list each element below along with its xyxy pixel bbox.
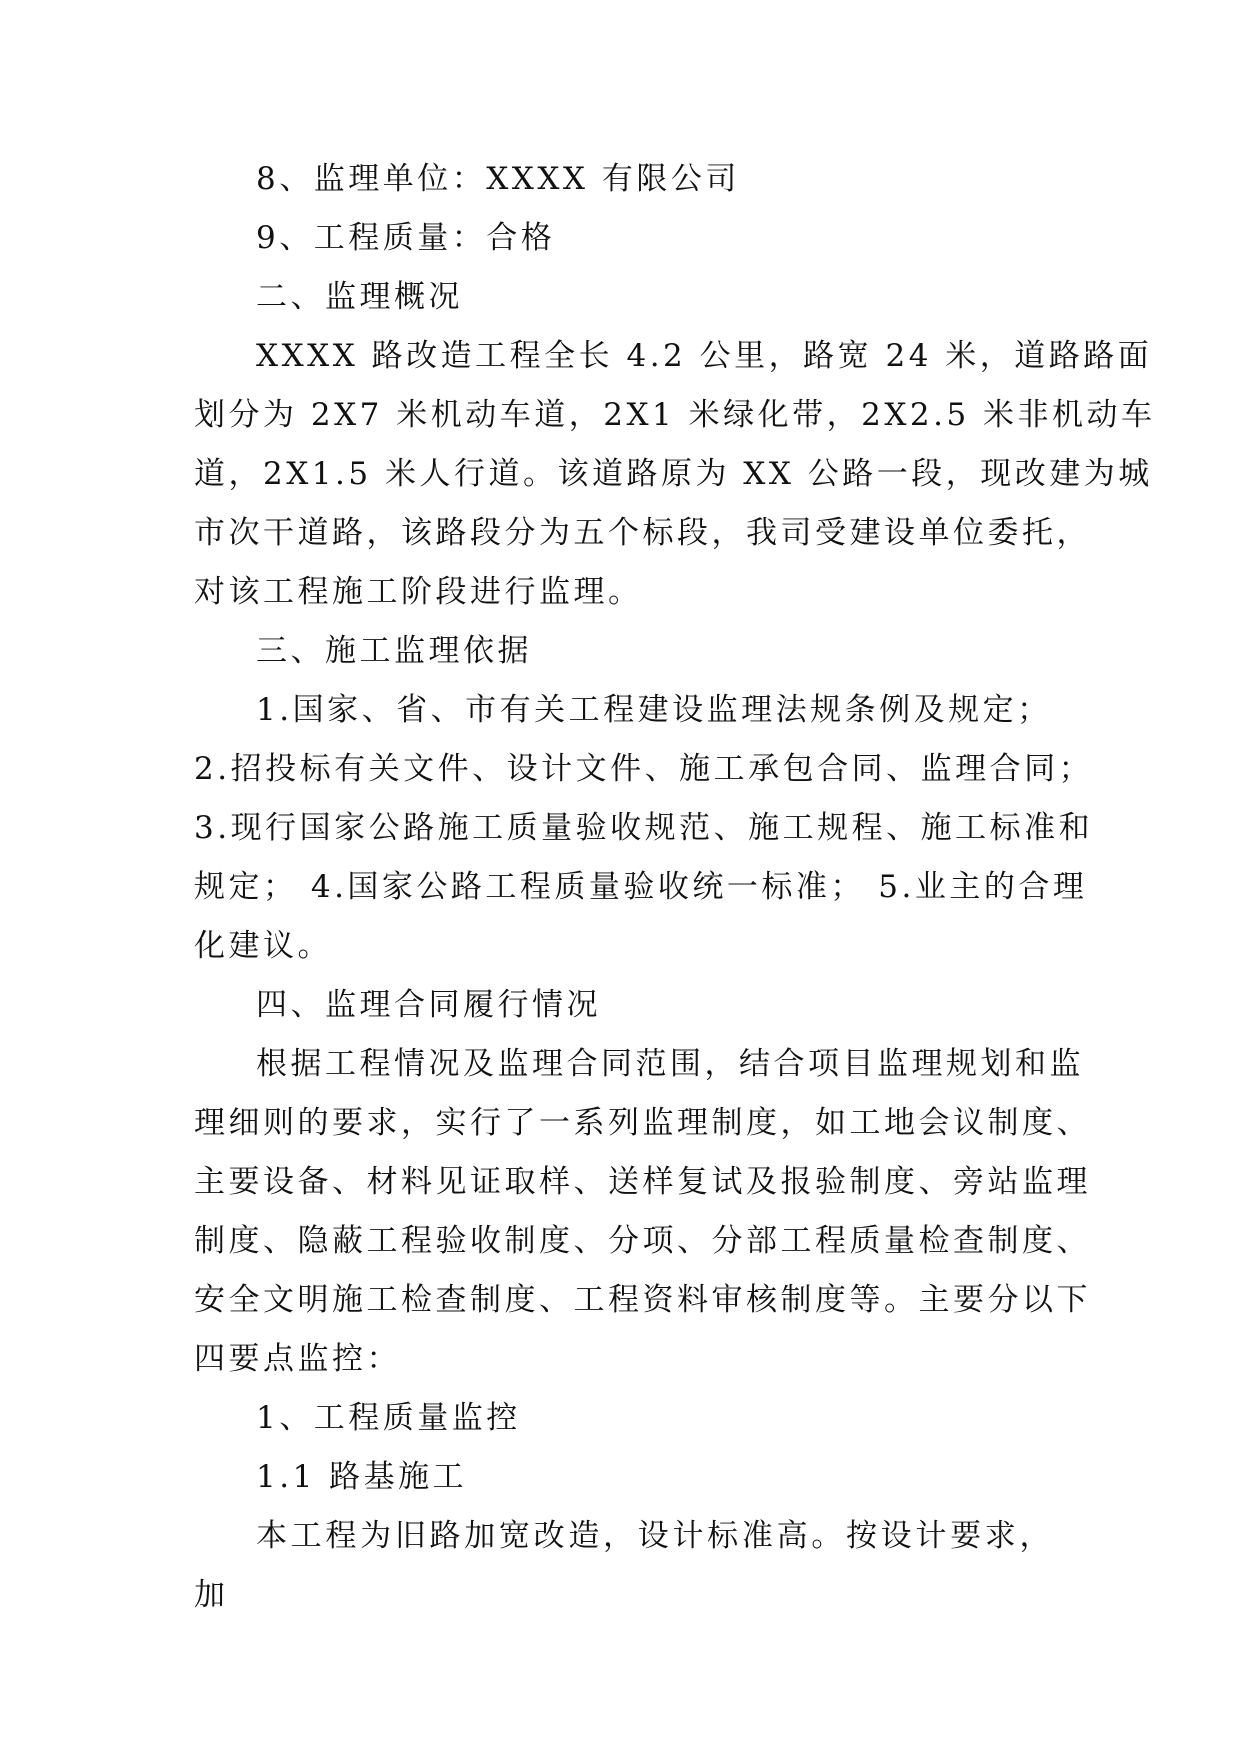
text-line: XXXX 路改造工程全长 4.2 公里，路宽 24 米，道路路面 bbox=[256, 338, 1153, 374]
text-line: 理细则的要求，实行了一系列监理制度，如工地会议制度、 bbox=[194, 1105, 1091, 1141]
subheading-subgrade: 1.1 路基施工 bbox=[256, 1459, 468, 1495]
text-line: 安全文明施工检查制度、工程资料审核制度等。主要分以下 bbox=[194, 1282, 1091, 1318]
text-line: 根据工程情况及监理合同范围，结合项目监理规划和监 bbox=[256, 1046, 1084, 1082]
text-line: 四要点监控： bbox=[194, 1341, 401, 1377]
paragraph-subgrade-start: 本工程为旧路加宽改造，设计标准高。按设计要求，加 bbox=[194, 1518, 1054, 1613]
text-line: 3.现行国家公路施工质量验收规范、施工规程、施工标准和 bbox=[194, 810, 1094, 846]
text-line: 1.国家、省、市有关工程建设监理法规条例及规定； bbox=[256, 692, 1052, 728]
text-line: 对该工程施工阶段进行监理。 bbox=[194, 574, 643, 610]
section-heading-basis: 三、施工监理依据 bbox=[256, 633, 532, 669]
subheading-quality-control: 1、工程质量监控 bbox=[256, 1400, 521, 1436]
text-line: 划分为 2X7 米机动车道，2X1 米绿化带，2X2.5 米非机动车 bbox=[194, 397, 1156, 433]
text-line: 化建议。 bbox=[194, 928, 332, 964]
section-heading-overview: 二、监理概况 bbox=[256, 279, 463, 315]
item-quality: 9、工程质量：合格 bbox=[256, 220, 556, 256]
item-supervisor-unit: 8、监理单位：XXXX 有限公司 bbox=[256, 161, 740, 197]
text-line: 主要设备、材料见证取样、送样复试及报验制度、旁站监理 bbox=[194, 1164, 1091, 1200]
document-page bbox=[194, 150, 1156, 1625]
text-line: 制度、隐蔽工程验收制度、分项、分部工程质量检查制度、 bbox=[194, 1223, 1091, 1259]
text-line: 道，2X1.5 米人行道。该道路原为 XX 公路一段，现改建为城 bbox=[194, 456, 1153, 492]
text-line: 规定； 4.国家公路工程质量验收统一标准； 5.业主的合理 bbox=[194, 869, 1088, 905]
text-line: 2.招投标有关文件、设计文件、施工承包合同、监理合同； bbox=[194, 751, 1094, 787]
paragraph-contract bbox=[194, 1035, 1091, 1389]
paragraph-overview bbox=[194, 327, 1156, 622]
paragraph-basis bbox=[194, 681, 1094, 976]
text-line: 市次干道路，该路段分为五个标段，我司受建设单位委托， bbox=[194, 515, 1091, 551]
section-heading-contract: 四、监理合同履行情况 bbox=[256, 987, 601, 1023]
